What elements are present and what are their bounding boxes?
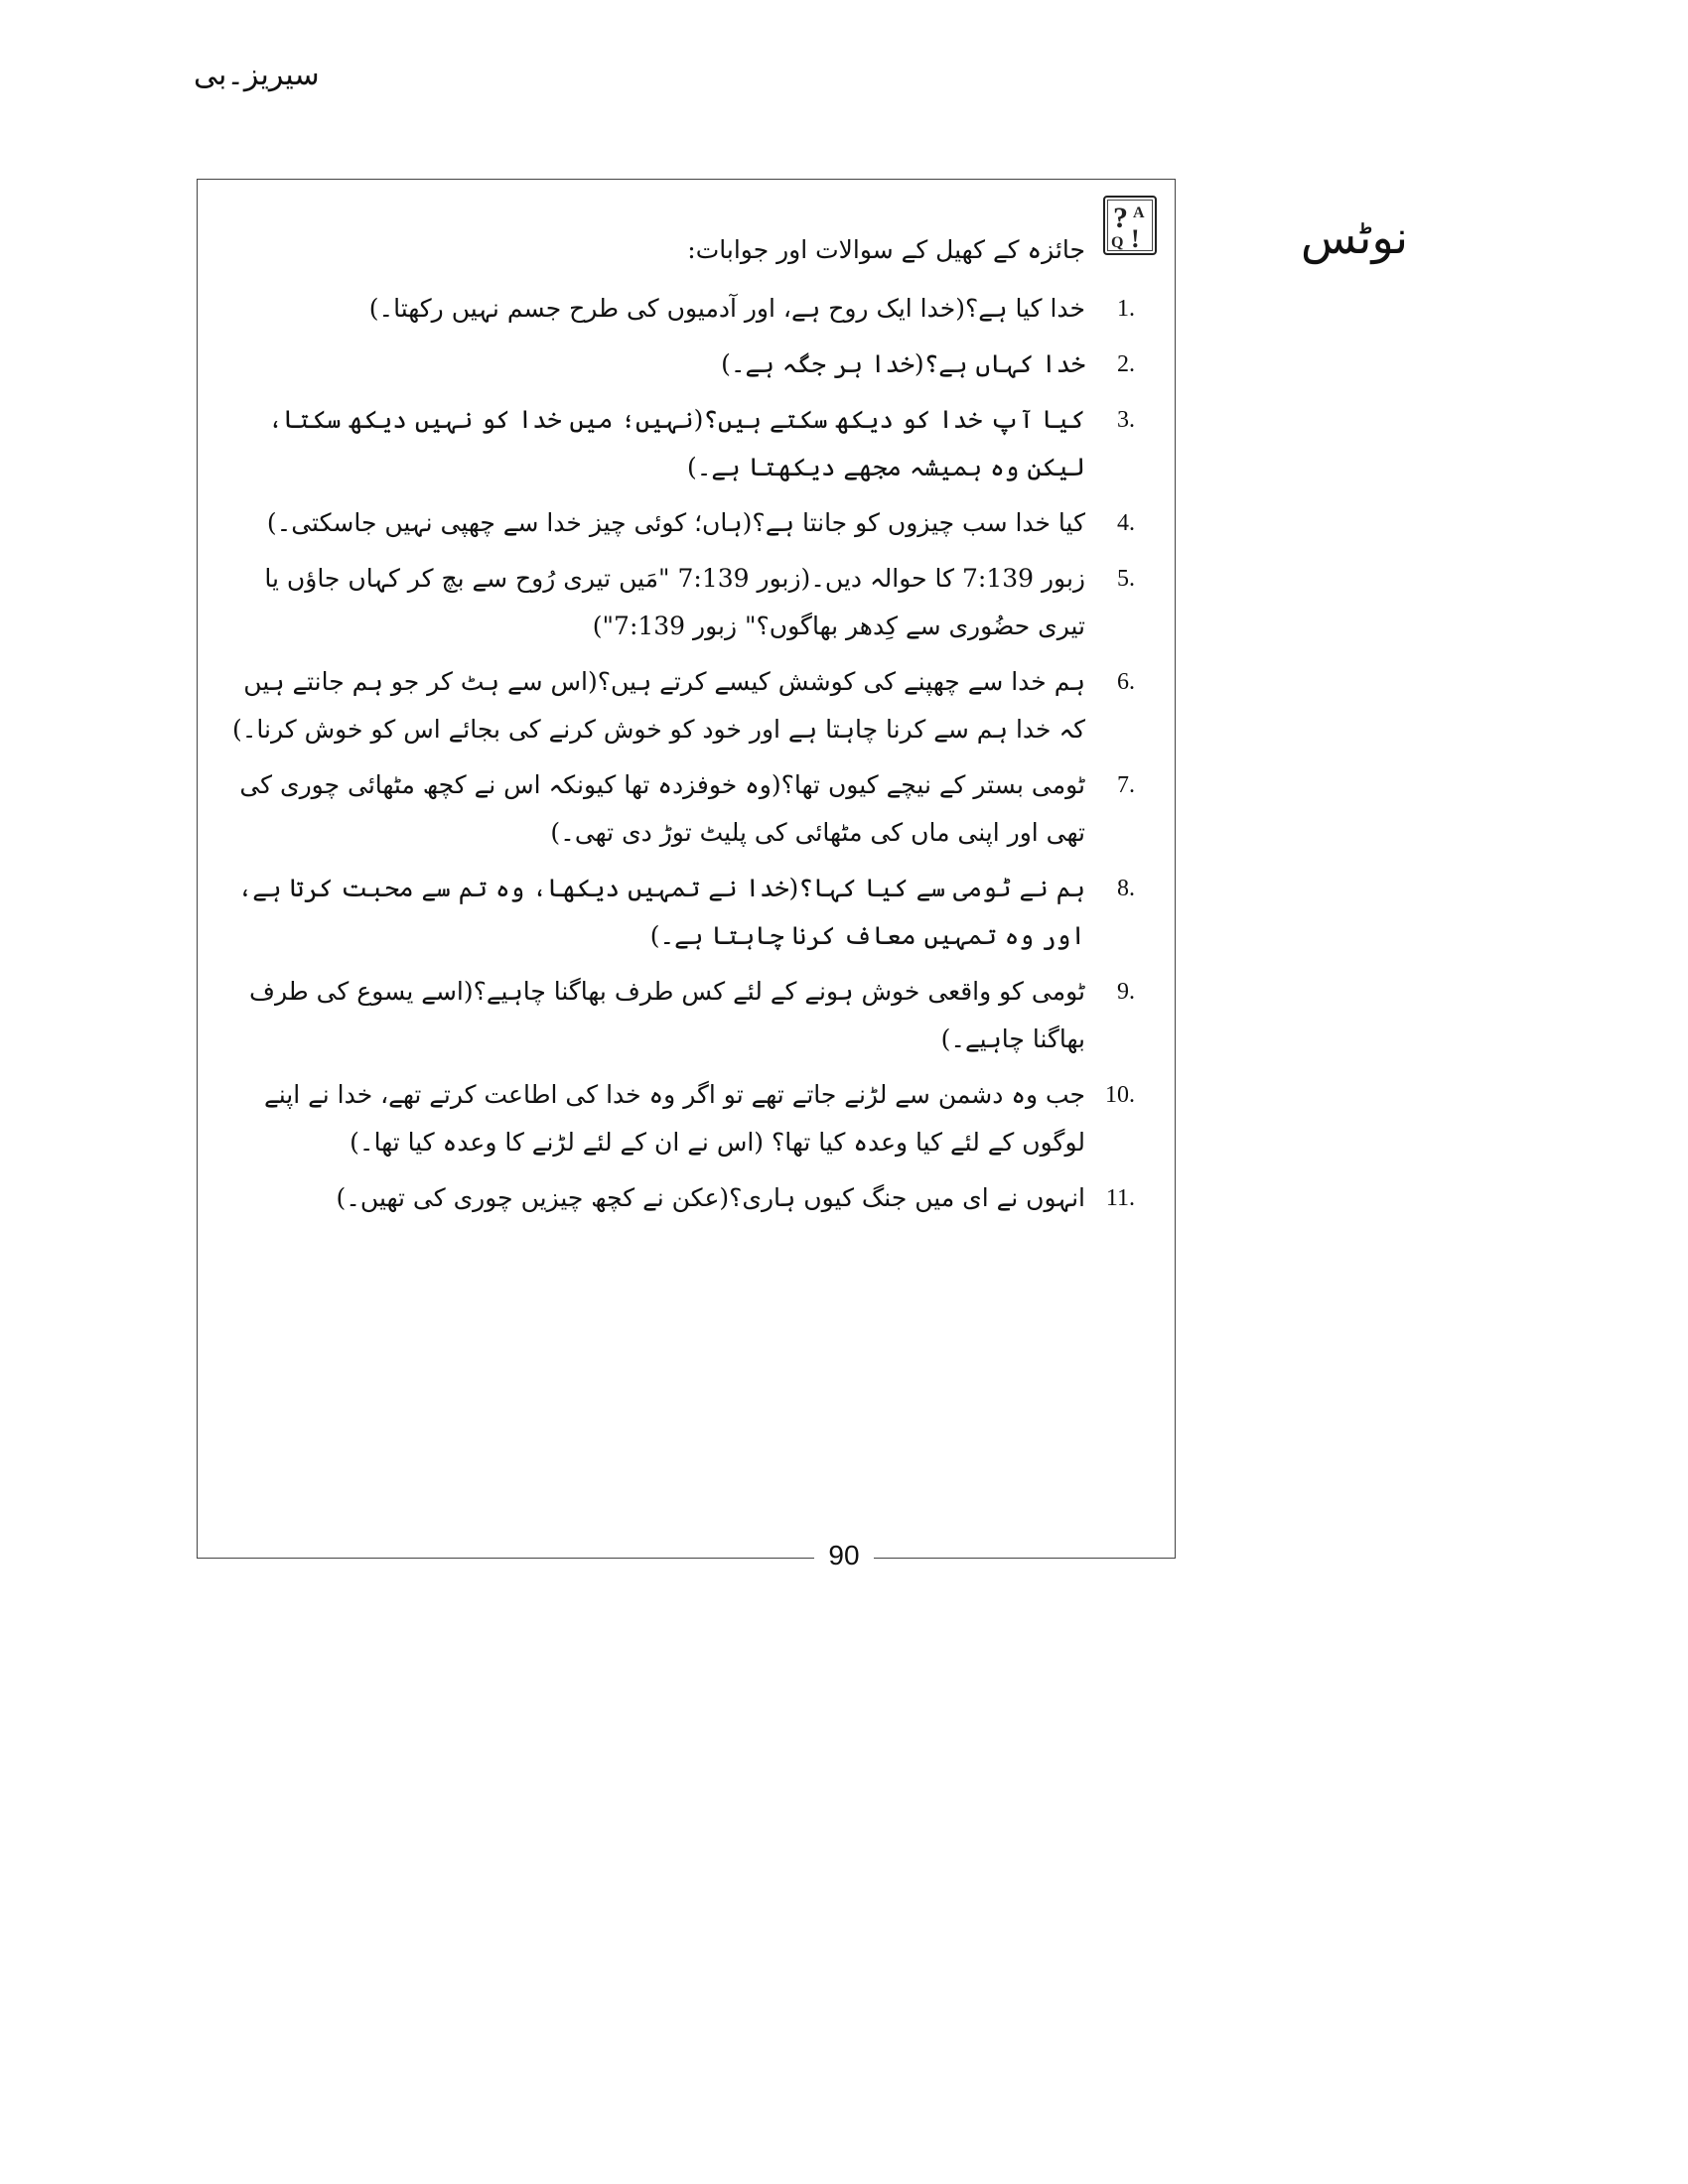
list-item (223, 658, 1135, 753)
svg-text:?: ? (1113, 202, 1128, 234)
svg-text:!: ! (1131, 224, 1140, 253)
question-text: جب وہ دشمن سے لڑنے جاتے تھے تو اگر وہ خدا کی اطاعت کرتے تھے، خدا نے اپنے لوگوں کے لئے کیا وعدہ کیا تھا؟ (اس نے ان کے لئے لڑنے کا وعدہ کیا تھا۔) (264, 1080, 1085, 1157)
question-text: ہم خدا سے چھپنے کی کوشش کیسے کرتے ہیں؟(اس سے ہٹ کر جو ہم جانتے ہیں کہ خدا ہم سے کرنا چاہتا ہے اور خود کو خوش کرنے کی بجائے اس کو خوش کرنا۔) (232, 667, 1085, 744)
question-text: انہوں نے ای میں جنگ کیوں ہاری؟(عکن نے کچھ چیزیں چوری کی تھیں۔) (336, 1183, 1085, 1212)
question-number: 8. (1117, 876, 1135, 901)
question-text: زبور 7:139 کا حوالہ دیں۔(زبور 7:139 "مَیں تیری رُوح سے بچ کر کہاں جاؤں یا تیری حضُوری سے کِدھر بھاگوں؟" زبور 7:139") (264, 564, 1085, 640)
question-number: 1. (1117, 296, 1135, 322)
question-list (223, 285, 1135, 1230)
question-number: 6. (1117, 669, 1135, 695)
page-number: 90 (814, 1541, 874, 1570)
list-item (223, 396, 1135, 491)
question-text: ٹومی کو واقعی خوش ہونے کے لئے کس طرف بھاگنا چاہیے؟(اسے یسوع کی طرف بھاگنا چاہیے۔) (249, 977, 1085, 1053)
question-number: 9. (1117, 979, 1135, 1005)
question-text: ٹومی بستر کے نیچے کیوں تھا؟(وہ خوفزدہ تھا کیونکہ اس نے کچھ مٹھائی چوری کی تھی اور اپنی ماں کی مٹھائی کی پلیٹ توڑ دی تھی۔) (239, 770, 1085, 847)
question-text: ہم نے ٹومی سے کیا کہا؟(خدا نے تمہیں دیکھا، وہ تم سے محبت کرتا ہے، اور وہ تمہیں معاف کرنا چاہتا ہے۔) (237, 874, 1085, 950)
question-answer-icon (1103, 196, 1157, 255)
series-label: سیریز۔بی (194, 58, 320, 92)
question-number: 2. (1117, 351, 1135, 377)
question-number: 11. (1105, 1185, 1135, 1211)
question-number: 4. (1117, 510, 1135, 536)
list-item (223, 555, 1135, 650)
question-number: 3. (1117, 407, 1135, 433)
list-item (223, 341, 1135, 388)
list-item (223, 499, 1135, 547)
question-number: 10. (1105, 1082, 1135, 1108)
section-heading: جائزہ کے کھیل کے سوالات اور جوابات: (687, 235, 1085, 264)
list-item (223, 865, 1135, 960)
list-item (223, 968, 1135, 1063)
svg-text:Q: Q (1111, 234, 1124, 251)
list-item (223, 1071, 1135, 1166)
notes-label: نوٹس (1301, 210, 1409, 264)
question-text: خدا کیا ہے؟(خدا ایک روح ہے، اور آدمیوں کی طرح جسم نہیں رکھتا۔) (368, 294, 1085, 323)
question-text: خدا کہاں ہے؟(خدا ہر جگہ ہے۔) (721, 349, 1085, 378)
question-text: کیا آپ خدا کو دیکھ سکتے ہیں؟(نہیں؛ میں خدا کو نہیں دیکھ سکتا، لیکن وہ ہمیشہ مجھے دیکھتا ہے۔) (268, 405, 1085, 481)
content-box (197, 179, 1176, 1559)
question-text: کیا خدا سب چیزوں کو جانتا ہے؟(ہاں؛ کوئی چیز خدا سے چھپی نہیں جاسکتی۔) (266, 508, 1085, 537)
question-number: 7. (1117, 772, 1135, 798)
list-item (223, 285, 1135, 333)
question-number: 5. (1117, 566, 1135, 592)
list-item (223, 761, 1135, 857)
list-item (223, 1174, 1135, 1222)
svg-text:A: A (1133, 205, 1145, 221)
